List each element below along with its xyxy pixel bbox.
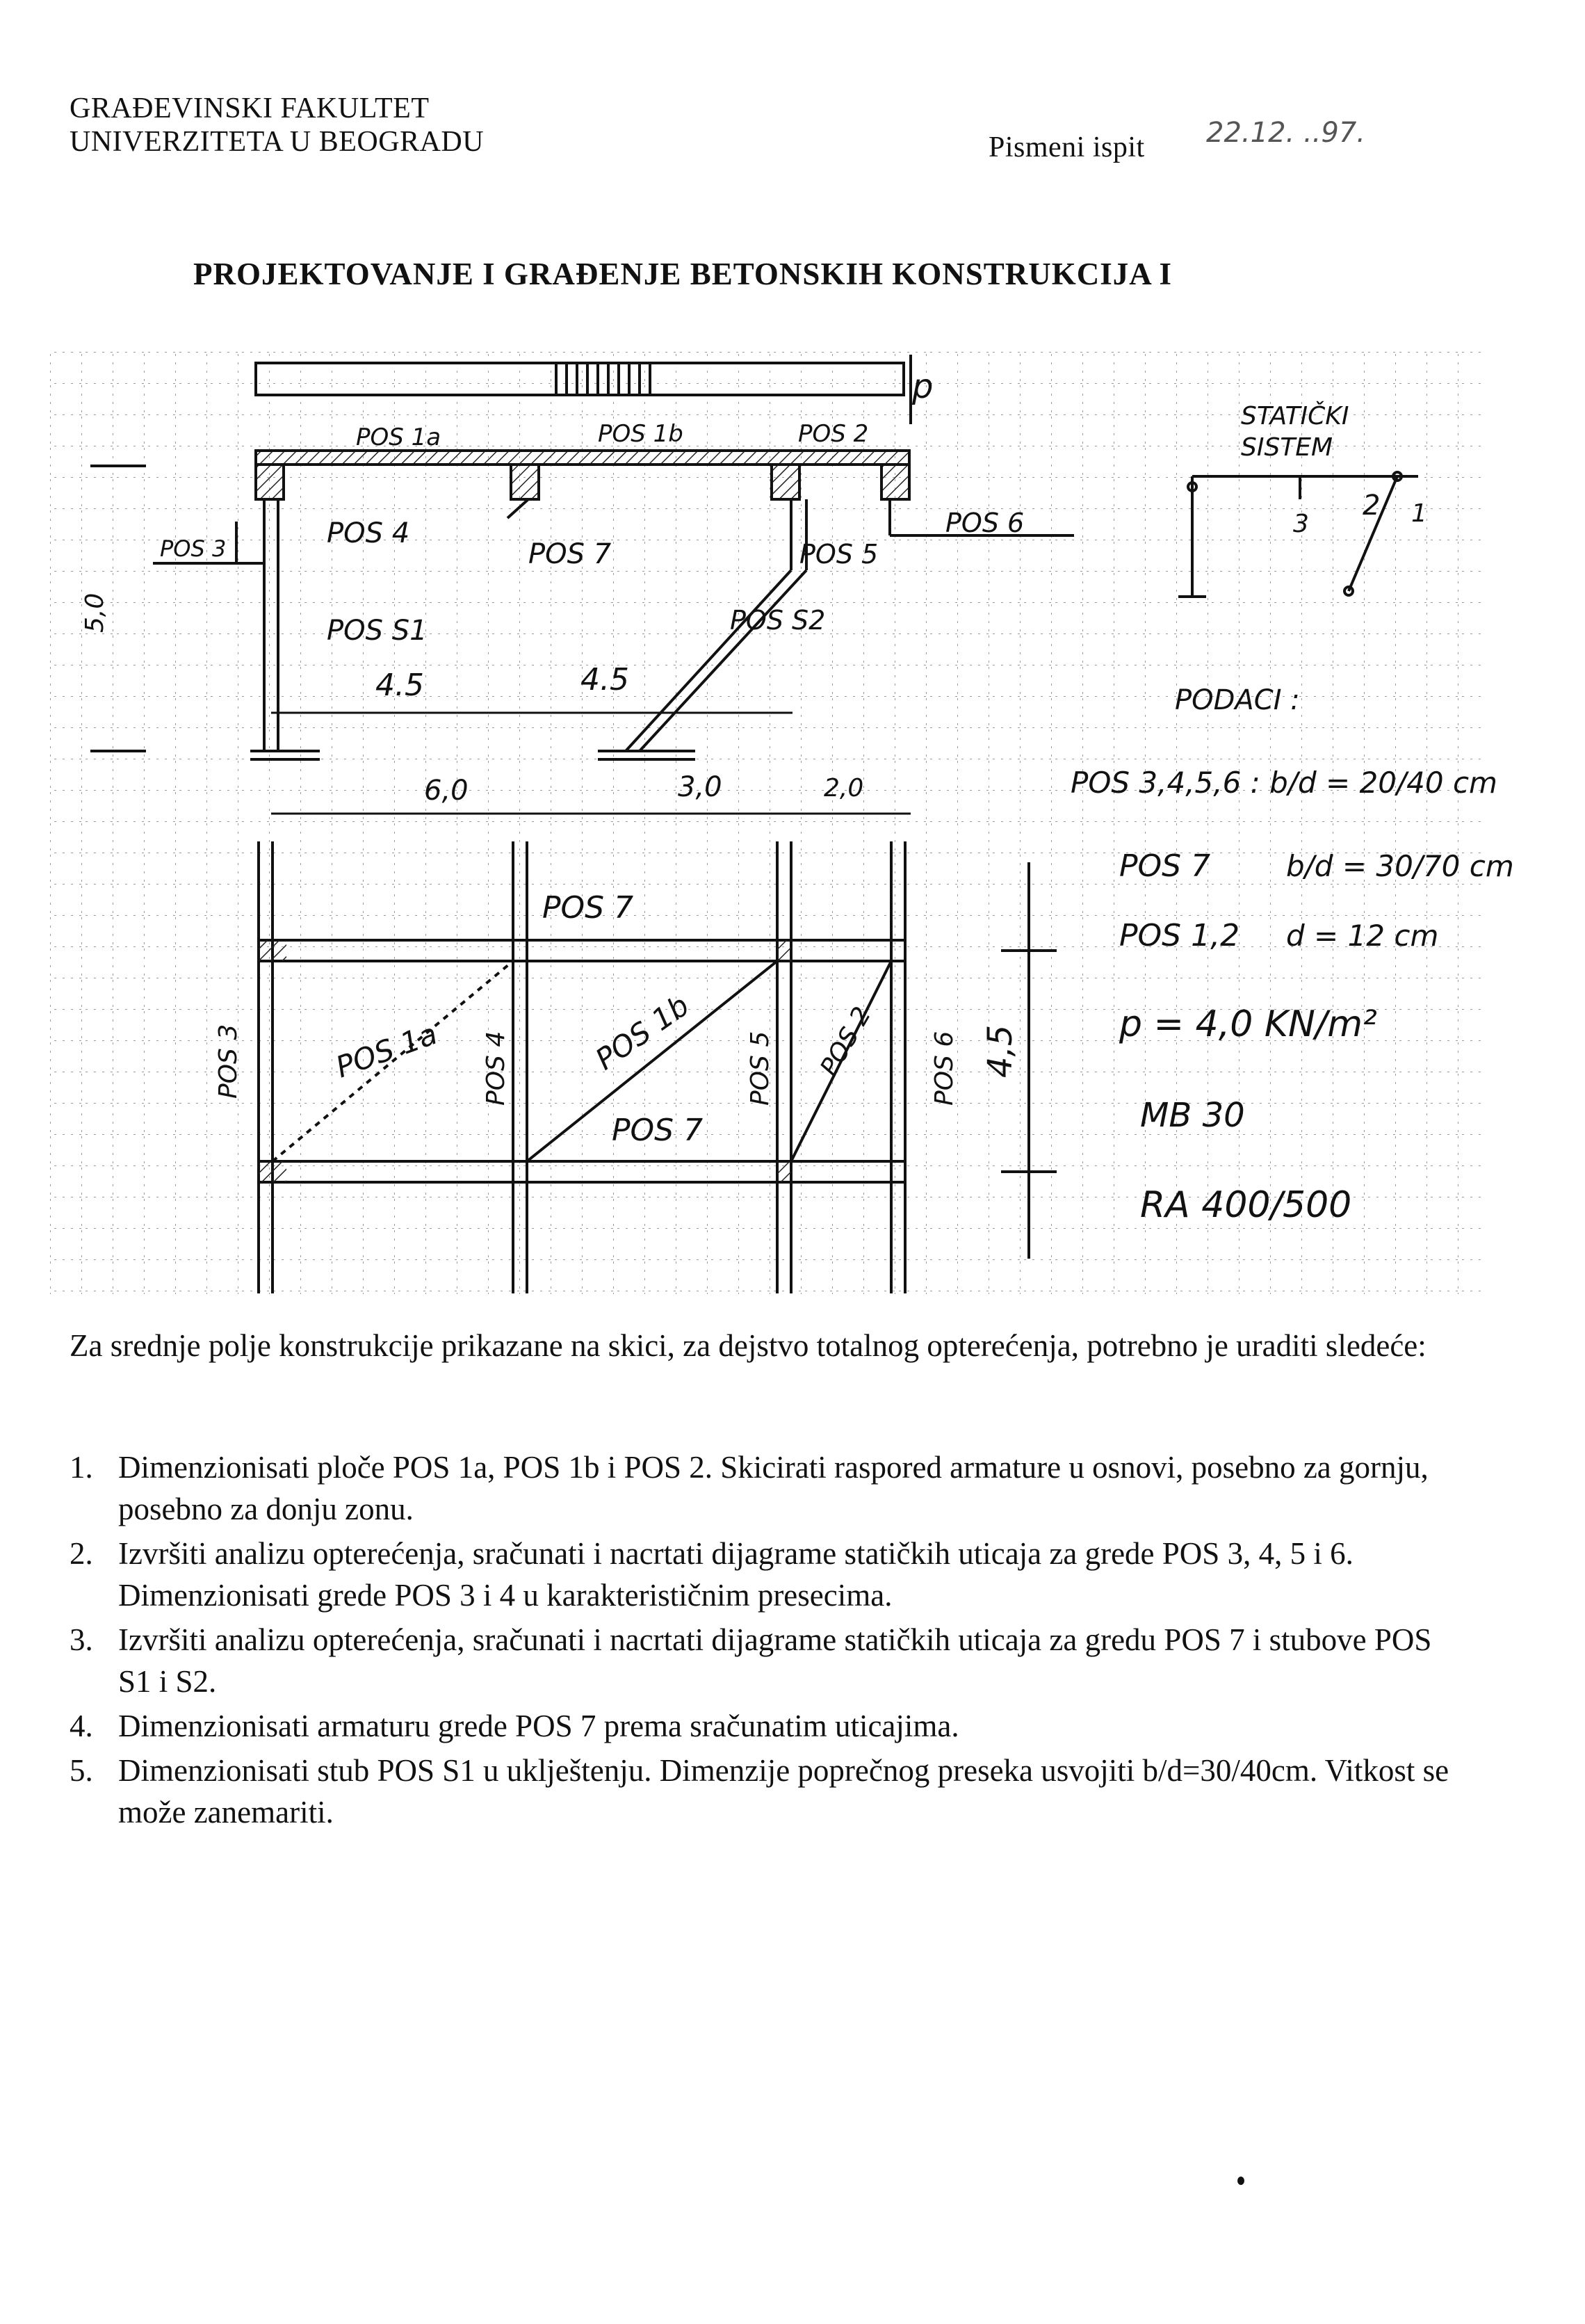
sec-pos2: POS 2	[798, 420, 869, 448]
exam-label: Pismeni ispit	[989, 131, 1145, 163]
dim-col-span-1: 4.5	[375, 668, 424, 703]
structure-sketch	[0, 334, 1585, 1321]
task-text: Dimenzionisati armaturu grede POS 7 prema sračunatim uticajima.	[118, 1709, 959, 1743]
data-line-5: MB 30	[1140, 1096, 1245, 1135]
static-system-title-2: SISTEM	[1241, 433, 1333, 462]
static-system-title-1: STATIČKI	[1241, 402, 1349, 430]
faculty-name	[70, 92, 484, 159]
task-number: 1.	[70, 1450, 93, 1485]
plan-pos6: POS 6	[930, 1031, 959, 1106]
task-text: Dimenzionisati stub POS S1 u uklještenju. Dimenzije poprečnog preseka usvojiti b/d=30/40cm. Vitkost se može zanemariti.	[118, 1753, 1449, 1830]
task-item	[70, 1446, 1467, 1530]
task-number: 2.	[70, 1536, 93, 1571]
load-label: p	[912, 367, 934, 406]
sec-pos5: POS 5	[799, 539, 879, 570]
dim-span-2: 3,0	[678, 771, 722, 803]
static-node-1: 1	[1411, 499, 1427, 528]
task-item	[70, 1619, 1467, 1702]
data-line-2-val: b/d = 30/70 cm	[1286, 849, 1514, 883]
data-line-4: p = 4,0 KN/m²	[1119, 1003, 1377, 1045]
plan-column-1	[259, 940, 286, 961]
plan-pos7-bottom: POS 7	[612, 1113, 704, 1148]
task-text: Izvršiti analizu opterećenja, sračunati i nacrtati dijagrame statičkih uticaja za grede POS 3, 4, 5 i 6. Dimenzionisati grede POS 3 i 4 u karakterističnim presecima.	[118, 1536, 1354, 1613]
sec-pos-s1: POS S1	[327, 615, 428, 647]
plan-column-4	[777, 1161, 791, 1182]
plan-pos3: POS 3	[214, 1024, 243, 1099]
plan-pos2: POS 2	[815, 1002, 877, 1081]
sec-pos3: POS 3	[160, 535, 227, 562]
faculty-line-1: GRAĐEVINSKI FAKULTET	[70, 92, 430, 124]
plan-pos7-top: POS 7	[542, 890, 634, 926]
sec-pos-s2: POS S2	[730, 605, 826, 636]
task-number: 3.	[70, 1622, 93, 1657]
plan-pos5: POS 5	[746, 1031, 774, 1106]
data-heading: PODACI :	[1175, 684, 1300, 716]
faculty-line-2: UNIVERZITETA U BEOGRADU	[70, 126, 485, 158]
plan-pos1b: POS 1b	[589, 987, 696, 1077]
task-number: 4.	[70, 1709, 93, 1743]
sec-pos1b: POS 1b	[598, 420, 683, 448]
task-number: 5.	[70, 1753, 93, 1788]
sec-pos7: POS 7	[528, 538, 612, 570]
exam-date: 22.12. ..97.	[1206, 117, 1365, 149]
dim-col-span-2: 4.5	[580, 662, 629, 697]
plan-column-3	[777, 940, 791, 961]
dim-span-1: 6,0	[424, 775, 469, 807]
data-line-6: RA 400/500	[1140, 1184, 1352, 1226]
plan-pos1a: POS 1a	[331, 1016, 442, 1085]
plan-pos4: POS 4	[482, 1031, 510, 1106]
task-text: Izvršiti analizu opterećenja, sračunati i nacrtati dijagrame statičkih uticaja za gredu POS 7 i stubove POS S1 i S2.	[118, 1622, 1432, 1699]
task-text: Dimenzionisati ploče POS 1a, POS 1b i POS 2. Skicirati raspored armature u osnovi, posebno za gornju, posebno za donju zonu.	[118, 1450, 1429, 1526]
dim-height: 5,0	[81, 592, 109, 633]
task-item	[70, 1533, 1467, 1616]
task-list	[70, 1446, 1467, 1836]
static-node-3: 3	[1293, 510, 1309, 538]
dim-span-3: 2,0	[824, 774, 864, 802]
plan-column-2	[259, 1161, 286, 1182]
plan-height: 4,5	[981, 1024, 1020, 1078]
data-line-1: POS 3,4,5,6 : b/d = 20/40 cm	[1071, 766, 1497, 800]
task-item	[70, 1750, 1467, 1833]
page-title: PROJEKTOVANJE I GRAĐENJE BETONSKIH KONSTRUKCIJA I	[193, 257, 1173, 291]
sec-pos4: POS 4	[327, 517, 410, 549]
ink-dot	[1237, 2177, 1244, 2185]
sec-pos1a: POS 1a	[356, 423, 441, 451]
task-item	[70, 1705, 1467, 1747]
data-line-2-pos: POS 7	[1119, 848, 1211, 884]
intro-text: Za srednje polje konstrukcije prikazane na skici, za dejstvo totalnog opterećenja, potrebno je uraditi sledeće:	[70, 1328, 1426, 1363]
sec-pos6: POS 6	[945, 508, 1025, 538]
static-node-2: 2	[1363, 490, 1381, 522]
data-line-3-val: d = 12 cm	[1286, 919, 1439, 953]
data-line-3-pos: POS 1,2	[1119, 918, 1240, 953]
